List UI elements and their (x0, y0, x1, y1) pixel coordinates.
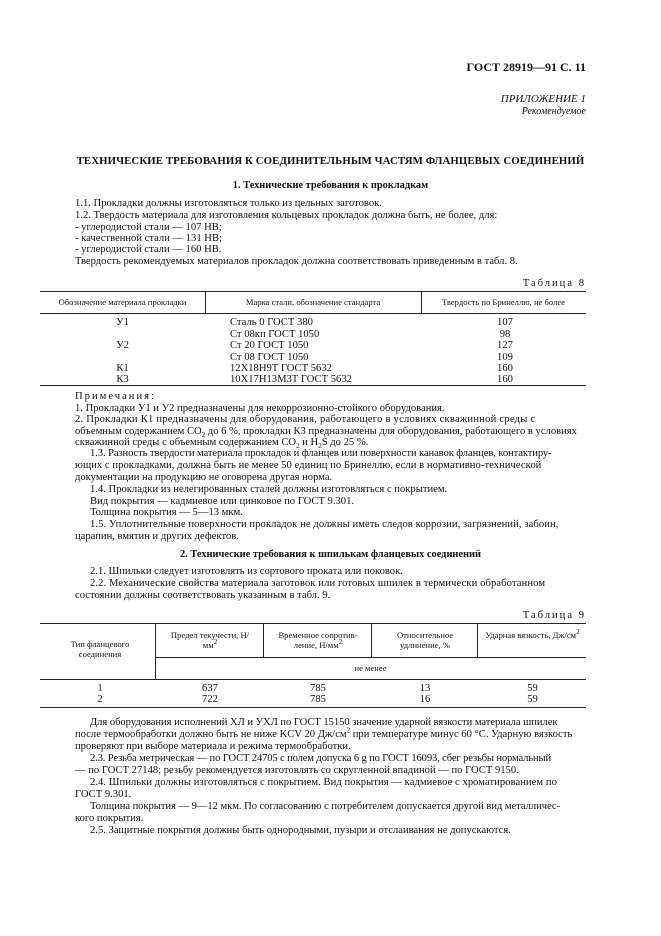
para-2-2-cont: состоянии должны соответствовать указанным в табл. 9. (75, 590, 331, 601)
para-1-4: 1.4. Прокладки из нелегированных сталей должны изготовляться с покрытием. (90, 484, 448, 495)
para-impact-text: при температуре минус 60 °С. Ударную вязкость (350, 729, 573, 740)
table8-caption: Таблица 8 (522, 278, 586, 289)
note-2-text: и Н (299, 437, 319, 448)
para-impact: Для оборудования исполнений ХЛ и УХЛ по ГОСТ 15150 значение ударной вязкости материала шпилек (90, 717, 558, 728)
table9-cell-impact: 59 (527, 694, 538, 705)
recommended-label: Рекомендуемое (521, 106, 586, 117)
table8-cell-hardness: 160 (497, 374, 513, 385)
table9-caption: Таблица 9 (522, 610, 586, 621)
table9-header-impact-text: Ударная вязкость, Дж/см (485, 630, 577, 640)
subscript: 2 (296, 442, 300, 451)
table9-cell-yield: 722 (202, 694, 218, 705)
table8-cell-hardness: 160 (497, 363, 513, 374)
para-1-4-cont: Вид покрытия — кадмиевое или цинковое по ГОСТ 9.301. (90, 495, 355, 507)
para-2-4-cont: кого покрытия. (75, 813, 144, 824)
superscript: 2 (338, 638, 343, 647)
appendix-label: ПРИЛОЖЕНИЕ 1 (500, 93, 586, 105)
table8-top-rule (40, 291, 586, 292)
table8-cell-steel: 12Х18Н9Т ГОСТ 5632 (230, 363, 332, 374)
table8-header-steel: Марка стали, обозначение стандарта (245, 297, 381, 307)
table9-header-tensile-text: Временное сопротив-ление, Н/мм (278, 630, 358, 650)
para-1-3-cont: документации на продукцию не оговорена другая норма. (75, 471, 333, 483)
table9-col-divider (477, 623, 478, 657)
superscript: 2 (576, 628, 580, 637)
para-2-2: 2.2. Механические свойства материала заготовок или готовых шпилек в термически обработанном (90, 578, 546, 589)
para-2-1: 2.1. Шпильки следует изготовлять из сортового проката или поковок. (90, 566, 403, 577)
para-impact-text: после термообработки должно быть не ниже KCV 20 Дж/см (75, 729, 347, 740)
table9-header-rule (40, 679, 586, 680)
table8-cell-hardness: 107 (497, 317, 513, 328)
table9-cell-yield: 637 (202, 683, 218, 694)
para-2-4-cont: ГОСТ 9.301. (75, 789, 132, 800)
table8-cell-steel: Ст 08кп ГОСТ 1050 (230, 328, 320, 340)
para-1-5: 1.5. Уплотнительные поверхности прокладок не должны иметь следов коррозии, загрязнений, забоин, (90, 519, 559, 530)
para-1-1: 1.1. Прокладки должны изготовляться только из цельных заготовок. (75, 198, 382, 209)
note-2-cont (75, 426, 577, 438)
para-1-5-cont: царапин, вмятин и других дефектов. (75, 530, 239, 542)
note-2-text: скважинной среды с объемным содержанием СО (75, 437, 297, 448)
note-2-text: до 6 %, прокладки К3 предназначены для оборудования, работающего в условиях (205, 425, 577, 437)
list-item: - углеродистой стали — 160 НВ. (75, 244, 222, 255)
table9-header-type: Тип фланцевого соединения (70, 639, 130, 659)
superscript: 2 (346, 726, 351, 735)
subscript: 2 (201, 430, 206, 439)
para-impact-cont: проверяют при выборе материала и режима термообработки. (75, 741, 351, 752)
document-title: ТЕХНИЧЕСКИЕ ТРЕБОВАНИЯ К СОЕДИНИТЕЛЬНЫМ ЧАСТЯМ ФЛАНЦЕВЫХ СОЕДИНЕНИЙ (76, 155, 585, 167)
subscript: 2 (318, 442, 322, 451)
list-item: - углеродистой стали — 107 НВ; (75, 222, 222, 233)
table8-header-material: Обозначение материала прокладки (58, 297, 187, 307)
gost-page-header: ГОСТ 28919—91 С. 11 (466, 60, 586, 74)
para-1-3-cont: ющих с прокладками, должна быть не менее 50 единиц по Бринеллю, если в нормативно-технической (75, 460, 542, 471)
note-1: 1. Прокладки У1 и У2 предназначены для некоррозионно-стойкого оборудования. (75, 403, 445, 414)
section1-heading: 1. Технические требования к прокладкам (232, 180, 429, 191)
table9-not-less-label: не менее (354, 663, 387, 673)
para-2-3-cont: — по ГОСТ 27148; резьбу рекомендуется изготовлять со скругленной впадиной — по ГОСТ 9150. (75, 765, 519, 776)
table9-cell-tensile: 785 (310, 683, 326, 694)
table8-header-rule (40, 313, 586, 314)
section2-heading: 2. Технические требования к шпилькам фланцевых соединений (179, 549, 481, 560)
table8-cell-steel: 10Х17Н13М3Т ГОСТ 5632 (230, 374, 352, 385)
table9-mid-rule (155, 657, 586, 658)
note-2-text: S до 25 %. (321, 437, 369, 448)
para-2-5: 2.5. Защитные покрытия должны быть однородными, пузыри и отслаивания не допускаются. (90, 825, 511, 836)
para-2-4-cont: Толщина покрытия — 9—12 мкм. По согласованию с потребителем допускается другой вид металличес- (90, 801, 561, 812)
table8-header-hardness: Твердость по Бринеллю, не более (442, 297, 565, 307)
para-impact-cont (75, 726, 573, 741)
table8-cell-steel: Ст 20 ГОСТ 1050 (230, 340, 309, 351)
table8-reference: Твердость рекомендуемых материалов прокладок должна соответствовать приведенным в табл. 8. (75, 256, 518, 267)
list-item: - качественной стали — 131 НВ; (75, 233, 222, 244)
table9-cell-impact: 59 (527, 683, 538, 694)
table8-cell-material: У2 (116, 340, 129, 351)
table8-cell-material: У1 (116, 317, 129, 328)
note-2: 2. Прокладки К1 предназначены для оборудования, работающего в условиях скважинной среды с (75, 414, 536, 425)
table9-header-elongation: Относительное удлинение, % (396, 630, 454, 650)
table9-cell-type: 2 (97, 694, 103, 705)
table9-cell-elongation: 16 (419, 694, 431, 705)
para-2-3: 2.3. Резьба метрическая — по ГОСТ 24705 с полем допуска 6 g по ГОСТ 16093, сбег резьбы нормальный (90, 753, 551, 764)
note-2-text: объемным содержанием СО (75, 425, 202, 437)
table8-cell-hardness: 98 (499, 328, 511, 340)
table9-col-divider (371, 623, 372, 657)
table8-cell-steel: Сталь 0 ГОСТ 380 (230, 317, 313, 328)
table9-header-impact (485, 630, 580, 640)
table9-top-rule (40, 623, 586, 624)
table9-header-yield-text: Предел текучести, Н/мм (170, 630, 250, 650)
table9-cell-elongation: 13 (419, 683, 431, 694)
table8-cell-material: К3 (116, 374, 129, 385)
table8-cell-hardness: 109 (497, 351, 513, 363)
para-1-2: 1.2. Твердость материала для изготовления кольцевых прокладок должна быть, не более, для: (75, 210, 498, 221)
table8-cell-material: К1 (116, 363, 129, 374)
notes-label: Примечания: (75, 391, 156, 402)
para-1-4-cont: Толщина покрытия — 5—13 мкм. (90, 507, 243, 518)
superscript: 2 (213, 638, 218, 647)
table8-cell-steel: Ст 08 ГОСТ 1050 (230, 351, 309, 363)
para-2-4: 2.4. Шпильки должны изготовляться с покрытием. Вид покрытия — кадмиевое с хроматированием по (90, 777, 557, 788)
table9-bottom-rule (40, 707, 586, 708)
para-1-3: 1.3. Разность твердости материала прокладок и фланцев или поверхности канавок фланцев, контактиру- (90, 448, 552, 459)
table9-col-divider (263, 623, 264, 657)
table9-header-tensile (268, 630, 368, 650)
table9-cell-tensile: 785 (310, 694, 326, 705)
table9-cell-type: 1 (97, 683, 103, 694)
table9-header-yield (165, 630, 255, 650)
table8-cell-hardness: 127 (497, 340, 513, 351)
